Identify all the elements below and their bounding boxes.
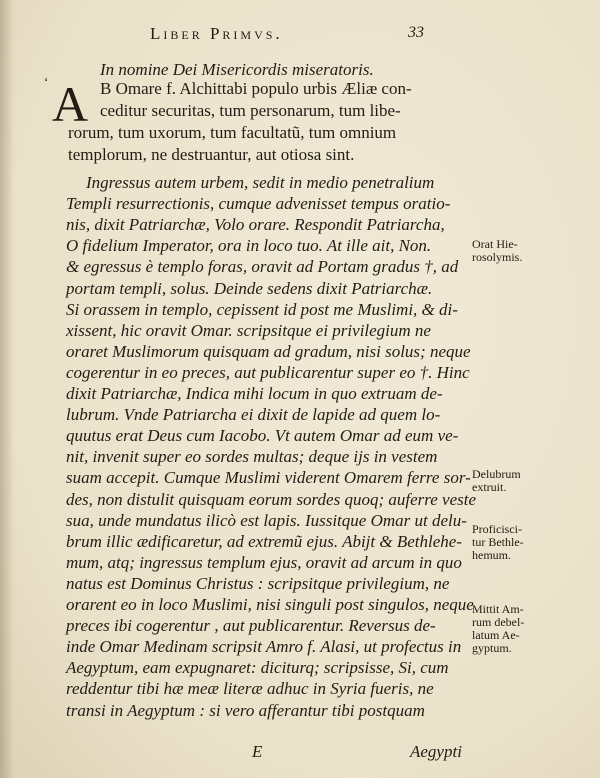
body-line: orarent eo in loco Muslimi, nisi singuli post singulos, neque	[66, 595, 474, 614]
body-line: inde Omar Medinam scripsit Amro f. Alasi, ut profectus in	[66, 637, 462, 657]
marginal-note-line: Proficisci-	[472, 522, 522, 536]
marginal-note	[472, 523, 524, 562]
body-line: nit, invenit super eo sordes multas; deque ijs in vestem	[66, 447, 438, 467]
body-line: O fidelium Imperator, ora in loco tuo. At ille ait, Non.	[66, 236, 432, 256]
body-line: B Omare f. Alchittabi populo urbis Æliæ con-	[100, 79, 412, 98]
gutter-shadow	[0, 0, 14, 778]
marginal-note-line: extruit.	[472, 480, 507, 494]
body-line: ceditur securitas, tum personarum, tum libe-	[100, 101, 401, 120]
marginal-note	[472, 603, 524, 655]
body-line: des, non distulit quisquam eorum sordes quoq; auferre veste	[66, 489, 477, 509]
body-line: xissent, hic oravit Omar. scripsitque ei privilegium ne	[66, 320, 431, 340]
marginal-note-line: Delubrum	[472, 467, 521, 481]
marginal-note-line: latum Ae-	[472, 628, 520, 642]
dropcap-ornament-icon: ‘	[44, 74, 49, 89]
marginal-note-line: Mittit Am-	[472, 602, 524, 616]
body-line: preces ibi cogerentur , aut publicarentur. Reversus de-	[66, 616, 436, 636]
body-line: & egressus è templo foras, oravit ad Portam gradus †, ad	[66, 257, 459, 277]
body-line: sua, unde mundatus ilicò est lapis. Iussitque Omar ut delu-	[66, 510, 467, 530]
marginal-note	[472, 238, 522, 264]
section-heading: In nomine Dei Misericordis miseratoris.	[100, 60, 374, 79]
body-line: nis, dixit Patriarchæ, Volo orare. Respondit Patriarcha,	[66, 215, 445, 235]
drop-capital: A	[52, 76, 89, 132]
marginal-note-line: gyptum.	[472, 641, 512, 655]
body-line: reddentur tibi hæ meæ literæ adhuc in Syria fueris, ne	[66, 679, 434, 699]
body-line: transi in Aegyptum : si vero afferantur tibi postquam	[66, 700, 425, 720]
marginal-note-line: Orat Hie-	[472, 237, 518, 251]
catchword: Aegypti	[410, 742, 462, 761]
body-line: rorum, tum uxorum, tum facultatũ, tum omnium	[68, 123, 397, 142]
page-number: 33	[408, 24, 424, 41]
body-line: mum, atq; ingressus templum ejus, oravit ad arcum in quo	[66, 552, 462, 572]
marginal-note-line: hemum.	[472, 548, 511, 562]
body-line: natus est Dominus Christus : scripsitque privilegium, ne	[66, 573, 450, 593]
marginal-note-line: rosolymis.	[472, 250, 523, 264]
body-line: brum illic ædificaretur, ad extremũ ejus. Abijt & Bethlehe-	[66, 531, 462, 551]
body-line: cogerentur in eo preces, aut publicarentur super eo †. Hinc	[66, 362, 470, 382]
marginal-note-line: tur Bethle-	[472, 535, 524, 549]
body-line: Si orassem in templo, cepissent id post me Muslimi, & di-	[66, 299, 458, 319]
body-line: templorum, ne destruantur, aut otiosa sint.	[68, 145, 355, 164]
body-line: quutus erat Deus cum Iacobo. Vt autem Omar ad eum ve-	[66, 426, 459, 446]
body-line: lubrum. Vnde Patriarcha ei dixit de lapide ad quem lo-	[66, 405, 441, 425]
body-line: suam accepit. Cumque Muslimi viderent Omarem ferre sor-	[66, 468, 471, 488]
body-line: Aegyptum, eam expugnaret: diciturq; scripsisse, Si, cum	[66, 658, 449, 678]
body-line: Templi resurrectionis, cumque advenisset tempus oratio-	[66, 194, 451, 214]
body-line: oraret Muslimorum quisquam ad gradum, nisi solus; neque	[66, 341, 471, 361]
marginal-note-line: rum debel-	[472, 615, 525, 629]
body-line: Ingressus autem urbem, sedit in medio penetralium	[86, 173, 435, 192]
body-line: dixit Patriarchæ, Indica mihi locum in quo extruam de-	[66, 384, 443, 403]
marginal-note	[472, 468, 521, 494]
running-header: Liber Primvs.	[150, 24, 283, 43]
body-line: portam templi, solus. Deinde sedens dixit Patriarchæ.	[66, 278, 433, 298]
signature-mark: E	[252, 742, 263, 761]
